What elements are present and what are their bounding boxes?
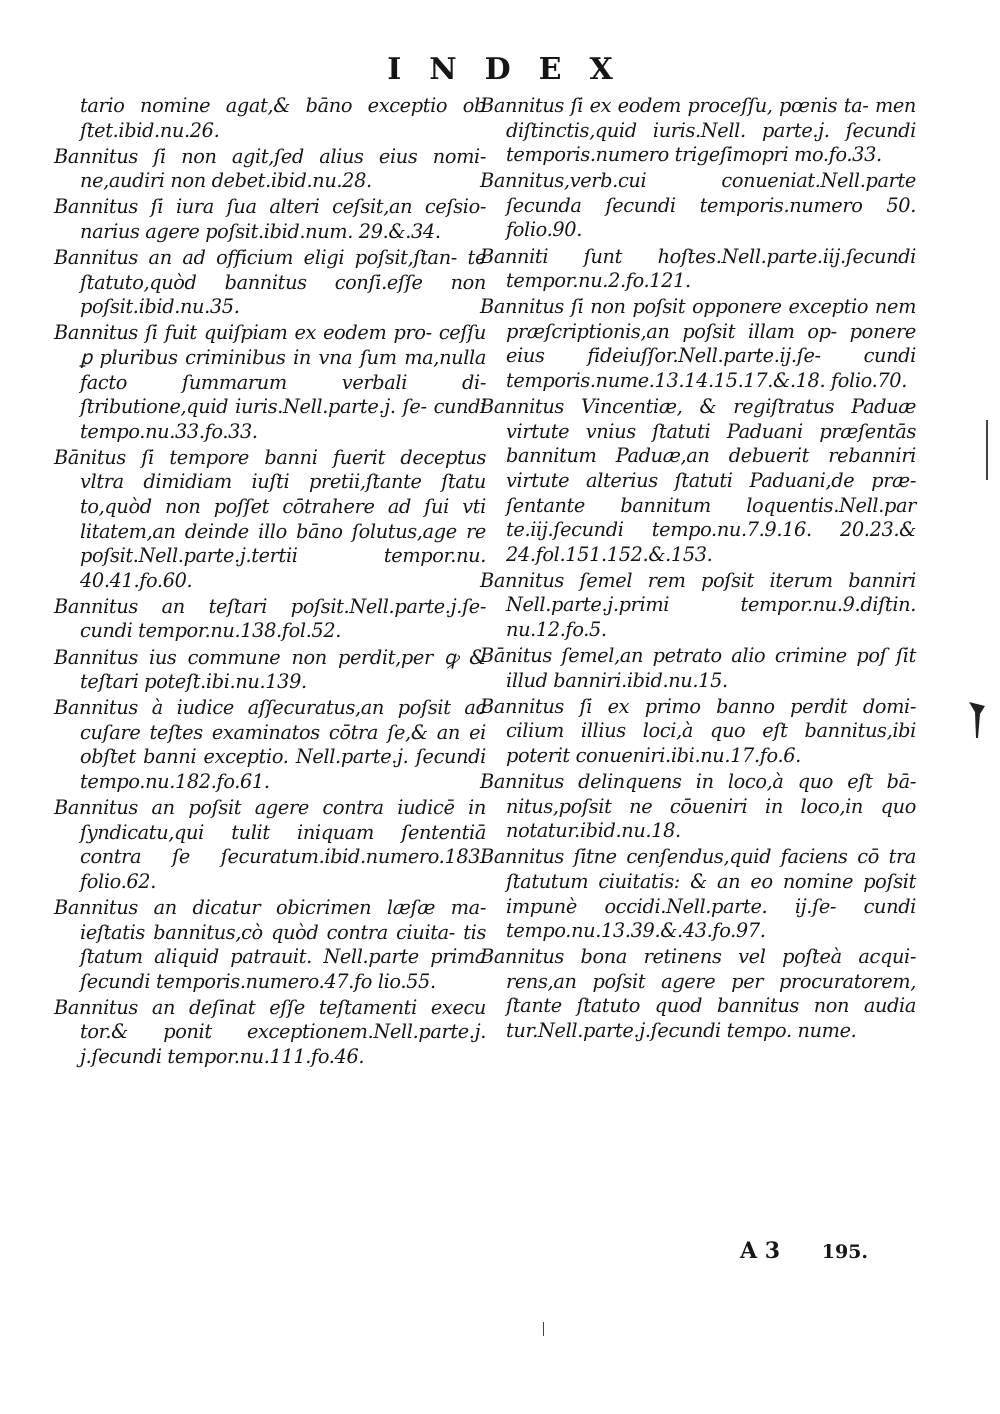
index-entry: Bannitus an deſinat eſſe teſtamenti execu tor.& ponit exceptionem.Nell.parte.j. j.ſecundi tempor.nu.111.fo.46.	[54, 995, 486, 1069]
signature-mark: A 3	[740, 1238, 781, 1264]
scan-artifact	[986, 420, 988, 480]
index-entry: Bannitus Vincentiæ, & regiſtratus Paduæ virtute vnius ſtatuti Paduani præſentās bannitum Paduæ,an debuerit rebanniri virtute alterius ſtatuti Paduani,de præ- ſentante bannitum loquentis.Nell.par te.iij.ſecundi tempo.nu.7.9.16. 20.23.& 24.fol.151.152.&.153.	[480, 395, 916, 566]
scan-artifact	[543, 1322, 544, 1336]
index-entry: Bannitus ſemel rem poſsit iterum banniri Nell.parte.j.primi tempor.nu.9.diſtin. nu.12.fo.5.	[480, 568, 916, 641]
index-entry: Bannitus an poſsit agere contra iudicē in ſyndicatu,qui tulit iniquam ſententiā contra ſe ſecuratum.ibid.numero.183. folio.62.	[54, 796, 486, 893]
index-entry: Bannitus an dicatur obicrimen læſæ ma- ieſtatis bannitus,cò quòd contra ciuita- tis ſtatum aliquid patrauit. Nell.parte prima ſecundi temporis.numero.47.fo lio.55.	[54, 896, 486, 993]
index-entry: Bānitus ſi tempore banni fuerit deceptus vltra dimidiam iuſti pretii,ſtante ſtatu to,quòd non poſſet cōtrahere ad ſui vti litatem,an deinde illo bāno ſolutus,age re poſsit.Nell.parte.j.tertii tempor.nu. 40.41.fo.60.	[54, 445, 486, 592]
index-entry: tario nomine agat,& bāno exceptio ob ſtet.ibid.nu.26.	[80, 94, 486, 142]
index-entry: Bannitus an ad officium eligi poſsit,ſtan- te ſtatuto,quòd bannitus conſi.eſſe non poſsit.ibid.nu.35.	[54, 246, 486, 319]
index-entry: Bannitus ſi non poſsit opponere exceptio nem præſcriptionis,an poſsit illam op- ponere eius fideiuſſor.Nell.parte.ij.ſe- cundi temporis.nume.13.14.15.17.&.18. folio.70.	[480, 295, 916, 393]
index-entry: Bannitus ſi ex primo banno perdit domi- cilium illius loci,à quo eſt bannitus,ibi poterit conueniri.ibi.nu.17.fo.6.	[480, 694, 916, 767]
page-number: 195.	[821, 1241, 868, 1263]
index-entry: Bannitus bona retinens vel poſteà acqui- rens,an poſsit agere per procuratorem, ſtante ſtatuto quod bannitus non audia tur.Nell.parte.j.ſecundi tempo. nume.	[480, 945, 916, 1042]
left-column	[54, 94, 486, 1071]
index-entry: Bannitus,verb.cui conueniat.Nell.parte ſecunda ſecundi temporis.numero 50. folio.90.	[480, 169, 916, 242]
index-entry: Bannitus ſitne cenſendus,quid faciens cō tra ſtatutum ciuitatis: & an eo nomine poſsit impunè occidi.Nell.parte. ij.ſe- cundi tempo.nu.13.39.&.43.fo.97.	[480, 845, 916, 943]
index-entry: Bānitus ſemel,an petrato alio crimine poſ ſit illud banniri.ibid.nu.15.	[480, 644, 916, 692]
index-entry: Bannitus ſi fuit quiſpiam ex eodem pro- ceſſu ꝑ pluribus criminibus in vna ſum ma,nulla facto ſummarum verbali di- ſtributione,quid iuris.Nell.parte.j. ſe- cundi tempo.nu.33.fo.33.	[54, 321, 486, 443]
index-entry: Bannitus ſi iura ſua alteri ceſsit,an ceſsio- narius agere poſsit.ibid.num. 29.&.34.	[54, 195, 486, 243]
margin-mark-icon	[968, 700, 986, 740]
index-entry: Banniti ſunt hoſtes.Nell.parte.iij.ſecundi tempor.nu.2.fo.121.	[480, 244, 916, 293]
index-entry: Bannitus ſi ex eodem proceſſu, pœnis ta- men diſtinctis,quid iuris.Nell. parte.j. ſecundi temporis.numero trigeſimopri mo.fo.33.	[480, 94, 916, 167]
right-column	[480, 94, 916, 1045]
index-entry: Bannitus ſi non agit,ſed alius eius nomi- ne,audiri non debet.ibid.nu.28.	[54, 144, 486, 193]
page-title: INDEX	[387, 52, 641, 87]
page-footer	[740, 1238, 868, 1264]
index-entry: Bannitus an teſtari poſsit.Nell.parte.j.ſe- cundi tempor.nu.138.fol.52.	[54, 594, 486, 643]
index-entry: Bannitus delinquens in loco,à quo eſt bā- nitus,poſsit ne cōueniri in loco,in quo notatur.ibid.nu.18.	[480, 770, 916, 843]
index-entry: Bannitus ius commune non perdit,per ꝙ & teſtari poteſt.ibi.nu.139.	[54, 645, 486, 694]
index-entry: Bannitus à iudice aſſecuratus,an poſsit ac cuſare teſtes examinatos cōtra ſe,& an ei obſtet banni exceptio. Nell.parte.j. ſecundi tempo.nu.182.fo.61.	[54, 696, 486, 794]
